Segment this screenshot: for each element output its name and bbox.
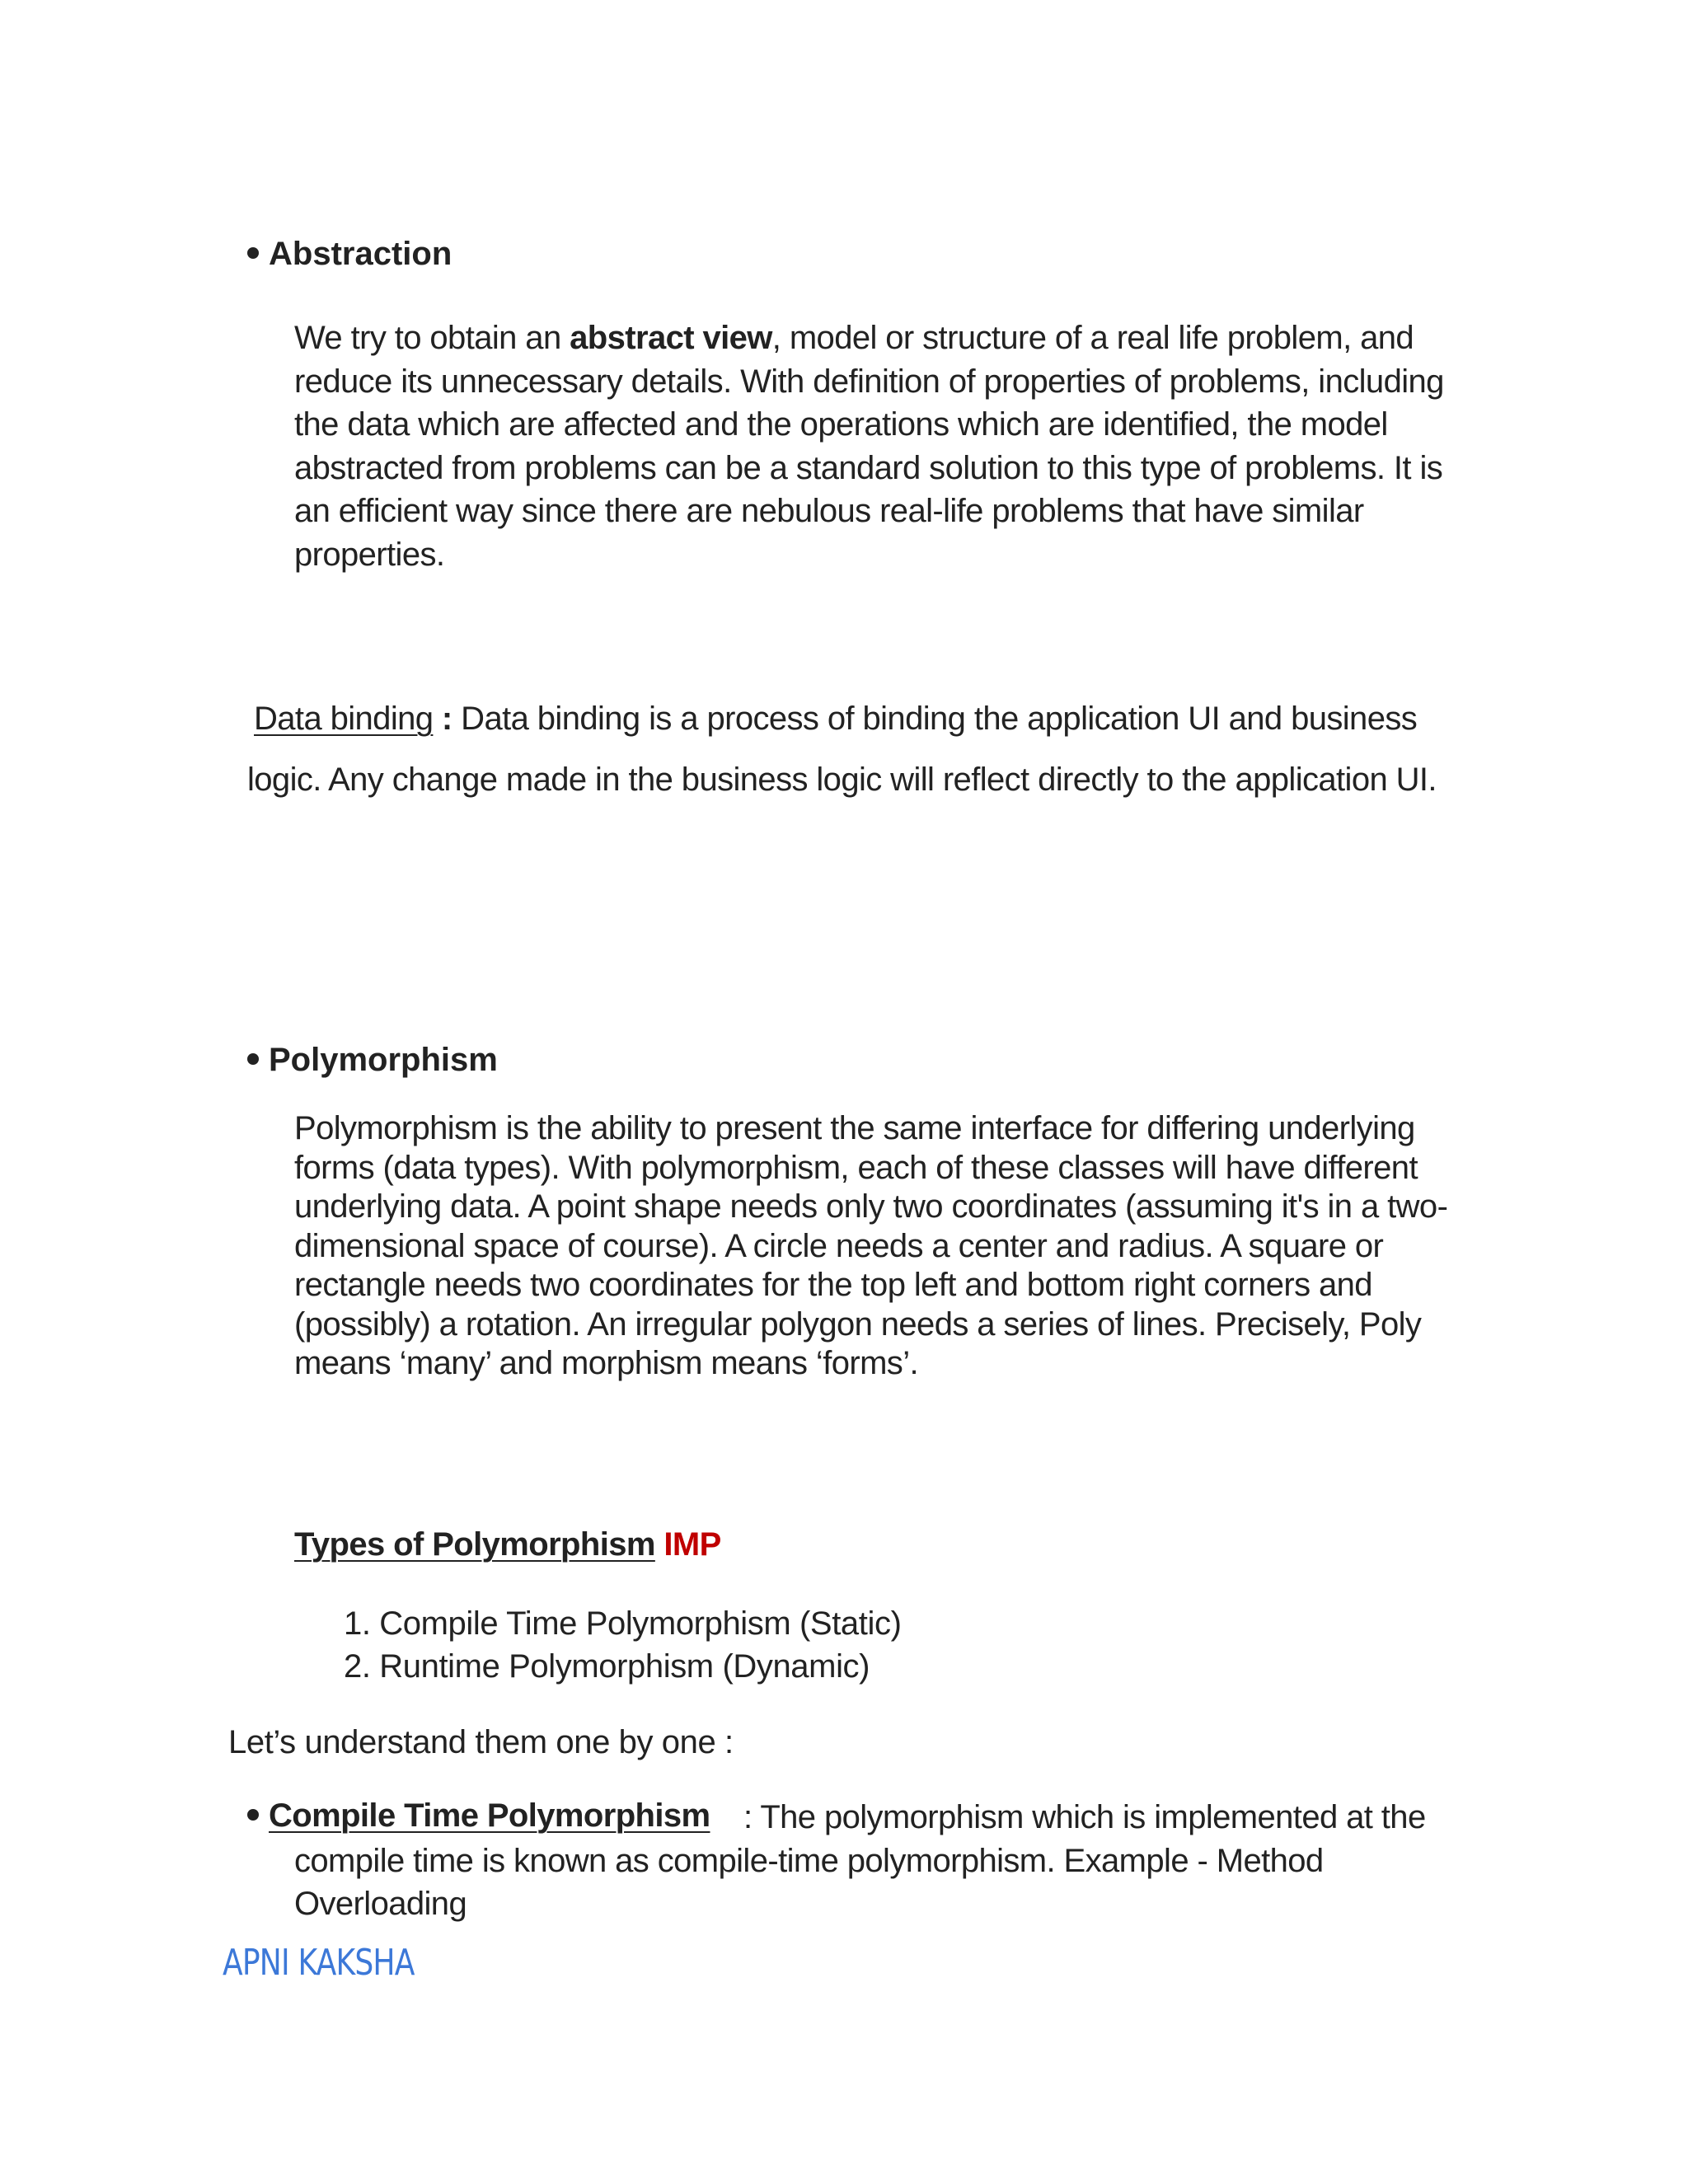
types-heading: Types of Polymorphism IMP [294, 1526, 721, 1563]
abstract-view-term: abstract view [570, 320, 772, 356]
bullet-icon [247, 1053, 259, 1065]
polymorphism-paragraph: Polymorphism is the ability to present the same interface for differing underlying forms (data types). With polymorphism, each of these classes will have different underlying data. A point shape needs only two coordinates (assuming it's in a two-dimensional space of course). A circle needs a center and radius. A square or rectangle needs two coordinates for the top left and bottom right corners and (possibly) a rotation. An irregular polygon needs a series of lines. Precisely, Poly means ‘many’ and morphism means ‘forms’. [294, 1110, 1448, 1381]
abstraction-paragraph: We try to obtain an abstract view, model or structure of a real life problem, and reduce its unnecessary details. With definition of properties of problems, including the data which are affected and the operations which are identified, the model abstracted from problems can be a standard solution to this type of problems. It is an efficient way since there are nebulous real-life problems that have similar properties. [294, 320, 1444, 573]
list-item: 2. Runtime Polymorphism (Dynamic) [344, 1648, 870, 1685]
bullet-icon [247, 247, 259, 259]
imp-badge: IMP [663, 1526, 721, 1563]
bullet-icon [247, 1809, 259, 1821]
data-binding-term: Data binding [254, 701, 434, 737]
compile-time-term: Compile Time Polymorphism [269, 1797, 710, 1834]
abstraction-heading: Abstraction [247, 234, 452, 274]
compile-time-paragraph: : The polymorphism which is implemented at the compile time is known as compile-time polymorphism. Example - Method Overloading [294, 1799, 1426, 1922]
list-item: 1. Compile Time Polymorphism (Static) [344, 1605, 902, 1642]
data-binding-paragraph: Data binding : Data binding is a process of binding the application UI and business logic. Any change made in the business logic will reflect directly to the application UI. [247, 701, 1437, 798]
polymorphism-heading: Polymorphism [247, 1040, 498, 1080]
apni-kaksha-logo: APNI KAKSHA [223, 1942, 415, 1984]
understand-text: Let’s understand them one by one : [228, 1724, 734, 1760]
